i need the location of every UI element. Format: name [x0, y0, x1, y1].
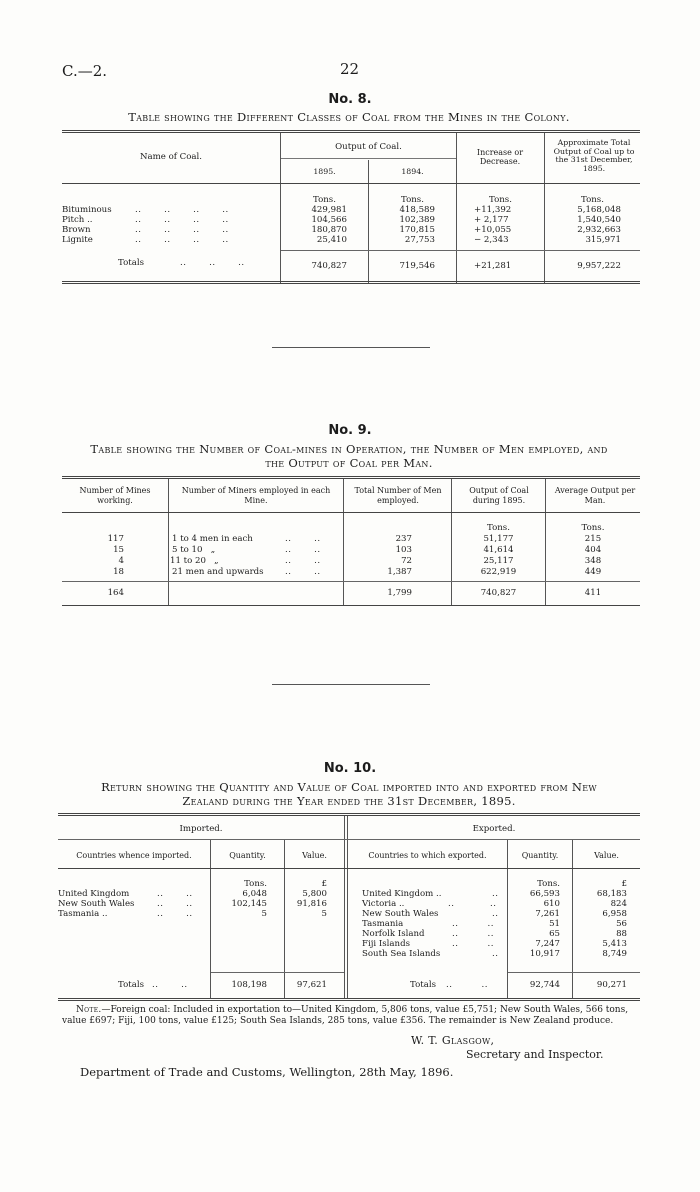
cell-total: 2,932,663 [577, 225, 621, 235]
cell-1895: 180,870 [311, 225, 347, 235]
cell-output: 51,177 [483, 534, 514, 544]
total-1894: 719,546 [399, 261, 435, 271]
cell-men: 1,387 [387, 567, 412, 577]
cell-miners: 21 men and upwards [172, 567, 264, 577]
exported-header: Exported. [472, 824, 516, 834]
export-qty: 65 [549, 929, 560, 939]
total-output: 740,827 [480, 588, 517, 598]
cell-1895: 25,410 [316, 235, 347, 245]
export-country: Norfolk Island [362, 929, 425, 939]
cell-miners: 11 to 20 „ [170, 556, 219, 566]
export-totals-label: Totals [410, 980, 436, 990]
cell-avg: 449 [584, 567, 602, 577]
totals-label: Totals [118, 258, 144, 268]
import-value: 91,816 [296, 899, 327, 909]
note-text: —Foreign coal: Included in exportation to—United Kingdom, 5,806 tons, value £5,751; New South Wales, 566 tons, value £697; Fiji, 100 tons, value £125; South Sea Islands, 285 tons, value £356. The remainder is New Zealand produce. [62, 1005, 629, 1026]
cell-men: 237 [395, 534, 412, 544]
page-number: 22 [340, 60, 360, 78]
cell-mines: 15 [113, 545, 124, 555]
col-output-of-coal: Output of Coal. [335, 142, 402, 152]
cell-1894: 102,389 [399, 215, 435, 225]
unit-change: Tons. [489, 195, 512, 205]
cell-output: 25,117 [483, 556, 514, 566]
export-country: New South Wales [362, 909, 439, 919]
table10-caption-line1: Return showing the Quantity and Value of Coal imported into and exported from New [101, 780, 597, 794]
unit-output: Tons. [487, 523, 510, 533]
total-mines: 164 [107, 588, 124, 598]
cell-change: +10,055 [474, 225, 512, 235]
col-import-quantity: Quantity. [229, 851, 266, 860]
table9-number: No. 9. [328, 423, 372, 438]
unit-avg: Tons. [581, 523, 605, 533]
cell-1894: 170,815 [399, 225, 435, 235]
import-country: New South Wales [58, 899, 135, 909]
export-country: Tasmania [362, 919, 404, 929]
cell-change: +11,392 [474, 205, 512, 215]
cell-total: 1,540,540 [577, 215, 621, 225]
cell-1895: 429,981 [311, 205, 347, 215]
table10-caption-line2: Zealand during the Year ended the 31st December, 1895. [182, 794, 516, 808]
col-name-of-coal: Name of Coal. [139, 152, 203, 162]
unit-1895: Tons. [313, 195, 336, 205]
table10-number: No. 10. [323, 761, 377, 776]
cell-total: 315,971 [585, 235, 621, 245]
table9-caption-line1: Table showing the Number of Coal-mines in Operation, the Number of Men employed, and [90, 442, 608, 456]
cell-1894: 27,753 [404, 235, 435, 245]
cell-avg: 215 [584, 534, 602, 544]
divider [272, 684, 430, 685]
cell-1895: 104,566 [311, 215, 347, 225]
export-value: 88 [616, 929, 627, 939]
unit-tons: Tons. [244, 879, 267, 889]
unit-tons: Tons. [537, 879, 560, 889]
export-value: 8,749 [602, 949, 627, 959]
col-1894: 1894. [401, 167, 424, 176]
import-qty: 102,145 [231, 899, 267, 909]
signatory-name: W. T. Glasgow, [411, 1034, 495, 1047]
coal-name: Pitch .. [62, 215, 93, 225]
export-country: United Kingdom .. [362, 889, 442, 899]
col-countries-imported: Countries whence imported. [76, 851, 192, 860]
export-value: 56 [616, 919, 627, 929]
coal-name: Bituminous [62, 205, 112, 215]
total-1895: 740,827 [311, 261, 347, 271]
unit-1894: Tons. [401, 195, 424, 205]
coal-name: Lignite [62, 235, 93, 245]
import-qty: 6,048 [242, 889, 267, 899]
col-men-employed: Total Number of Men employed. [354, 486, 442, 505]
unit-pound: £ [321, 879, 327, 889]
col-countries-exported: Countries to which exported. [368, 851, 487, 860]
export-country: South Sea Islands [362, 949, 441, 959]
imported-header: Imported. [179, 824, 223, 834]
divider [272, 347, 430, 348]
cell-change: − 2,343 [474, 235, 509, 245]
col-1895: 1895. [313, 167, 336, 176]
import-qty: 5 [261, 909, 267, 919]
col-import-value: Value. [302, 851, 327, 860]
export-qty: 7,261 [535, 909, 560, 919]
col-avg-output: Average Output per Man. [554, 486, 636, 505]
export-value: 824 [610, 899, 627, 909]
cell-mines: 4 [118, 556, 124, 566]
import-country: Tasmania .. [58, 909, 108, 919]
cell-total: 5,168,048 [577, 205, 621, 215]
cell-men: 72 [401, 556, 412, 566]
import-country: United Kingdom [58, 889, 130, 899]
import-value: 5 [321, 909, 327, 919]
signatory-title: Secretary and Inspector. [466, 1048, 604, 1061]
cell-1894: 418,589 [399, 205, 435, 215]
col-export-value: Value. [594, 851, 619, 860]
import-totals-label: Totals [118, 980, 144, 990]
cell-mines: 18 [113, 567, 124, 577]
import-total-value: 97,621 [296, 980, 327, 990]
export-total-value: 90,271 [596, 980, 627, 990]
total-avg: 411 [584, 588, 602, 598]
total-total: 9,957,222 [577, 261, 621, 271]
export-qty: 51 [549, 919, 560, 929]
export-total-qty: 92,744 [529, 980, 560, 990]
col-increase-decrease: Increase or Decrease. [476, 148, 524, 166]
export-value: 5,413 [602, 939, 627, 949]
table8-number: No. 8. [328, 92, 372, 107]
cell-men: 103 [395, 545, 412, 555]
export-qty: 66,593 [529, 889, 560, 899]
cell-miners: 1 to 4 men in each [172, 534, 253, 544]
export-qty: 610 [543, 899, 560, 909]
export-value: 68,183 [596, 889, 627, 899]
col-mines-working: Number of Mines working. [79, 486, 151, 505]
cell-mines: 117 [107, 534, 124, 544]
cell-avg: 404 [584, 545, 602, 555]
total-men: 1,799 [387, 588, 412, 598]
coal-name: Brown [62, 225, 91, 235]
cell-miners: 5 to 10 „ [172, 545, 216, 555]
col-approx-total: Approximate Total Output of Coal up to the 31st December, 1895. [553, 138, 635, 173]
unit-total: Tons. [581, 195, 604, 205]
total-change: +21,281 [474, 261, 512, 271]
export-country: Fiji Islands [362, 939, 410, 949]
table9-caption-line2: the Output of Coal per Man. [265, 456, 433, 470]
export-qty: 7,247 [535, 939, 560, 949]
col-export-quantity: Quantity. [521, 851, 559, 860]
cell-avg: 348 [584, 556, 602, 566]
department-line: Department of Trade and Customs, Wellington, 28th May, 1896. [80, 1065, 454, 1079]
export-value: 6,958 [602, 909, 627, 919]
table8-caption: Table showing the Different Classes of Coal from the Mines in the Colony. [128, 110, 570, 124]
note-label: Note. [76, 1005, 102, 1015]
unit-pound: £ [621, 879, 627, 889]
import-total-qty: 108,198 [231, 980, 267, 990]
export-country: Victoria .. [362, 899, 405, 909]
cell-output: 41,614 [483, 545, 514, 555]
footnote [62, 1005, 642, 1027]
import-value: 5,800 [302, 889, 327, 899]
col-miners-each: Number of Miners employed in each Mine. [181, 486, 331, 505]
col-output-1895: Output of Coal during 1895. [469, 486, 529, 505]
cell-output: 622,919 [480, 567, 517, 577]
page-ref: C.—2. [62, 62, 108, 80]
export-qty: 10,917 [529, 949, 560, 959]
cell-change: + 2,177 [474, 215, 509, 225]
